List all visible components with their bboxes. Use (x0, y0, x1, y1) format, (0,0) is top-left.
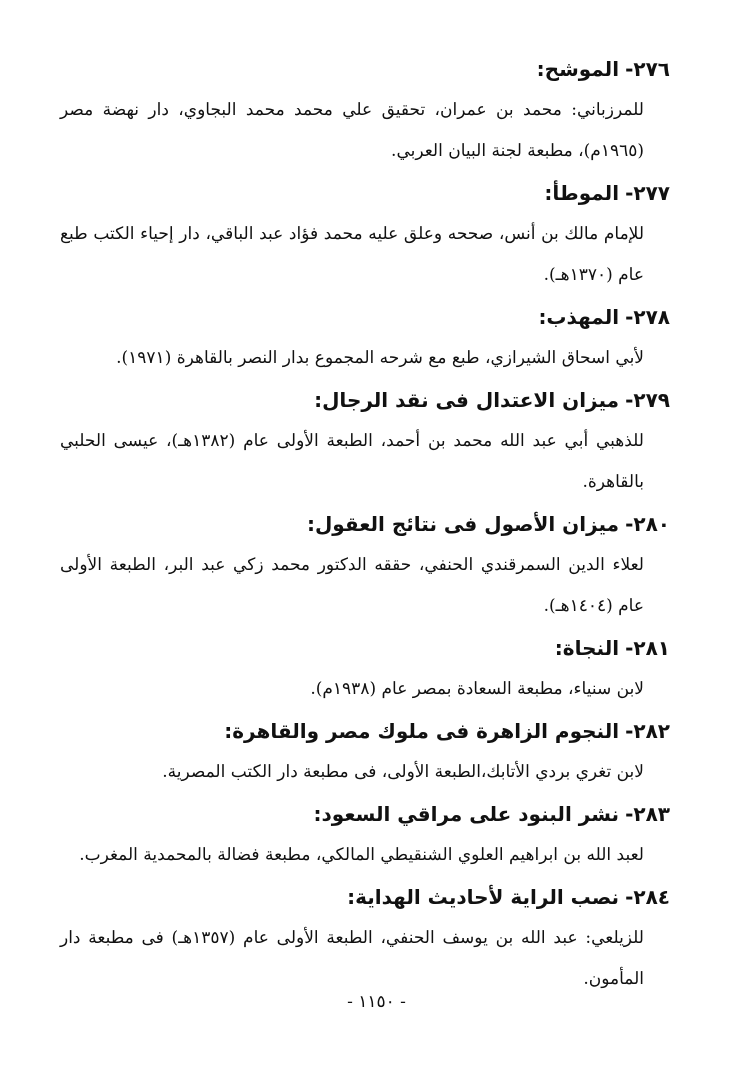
entry-280 (60, 503, 672, 627)
entry-title (60, 627, 670, 669)
entry-title (60, 793, 670, 835)
entry-title (60, 710, 670, 752)
entry-number: ٢٧٧- (625, 181, 670, 205)
entry-title (60, 876, 670, 918)
entry-283 (60, 793, 672, 876)
entry-title-text: النجاة: (554, 636, 620, 660)
page-number: - ١١٥٠ - (347, 992, 406, 1012)
entry-title (60, 172, 670, 214)
entry-text: لابن سنياء، مطبعة السعادة بمصر عام (١٩٣٨م). (310, 679, 644, 699)
entry-284 (60, 876, 672, 1000)
entry-title-text: نشر البنود على مراقي السعود: (313, 802, 620, 826)
entry-282 (60, 710, 672, 793)
entry-277 (60, 172, 672, 296)
document-page (60, 48, 672, 1000)
entry-text: لعلاء الدين السمرقندي الحنفي، حققه الدكتور محمد زكي عبد البر، الطبعة الأولى عام (١٤٠٤هـ). (60, 555, 644, 616)
entry-title (60, 379, 670, 421)
entry-title-text: ميزان الأصول فى نتائج العقول: (306, 512, 620, 536)
entry-text: للذهبي أبي عبد الله محمد بن أحمد، الطبعة الأولى عام (١٣٨٢هـ)، عيسى الحلبي بالقاهرة. (60, 431, 644, 492)
entry-title (60, 503, 670, 545)
entry-title-text: الموشح: (536, 57, 620, 81)
entry-title-text: المهذب: (538, 305, 620, 329)
entry-279 (60, 379, 672, 503)
entry-number: ٢٨٠- (625, 512, 670, 536)
entry-number: ٢٨٣- (625, 802, 670, 826)
entry-text: للزيلعي: عبد الله بن يوسف الحنفي، الطبعة الأولى عام (١٣٥٧هـ) فى مطبعة دار المأمون. (60, 928, 644, 989)
entry-276 (60, 48, 672, 172)
entry-278 (60, 296, 672, 379)
entry-number: ٢٧٨- (625, 305, 670, 329)
entry-text: للإمام مالك بن أنس، صححه وعلق عليه محمد فؤاد عبد الباقي، دار إحياء الكتب طبع عام (١٣٧٠هـ). (60, 224, 644, 285)
entry-text: لعبد الله بن ابراهيم العلوي الشنقيطي المالكي، مطبعة فضالة بالمحمدية المغرب. (79, 845, 644, 865)
entry-text: لابن تغري بردي الأتابك،الطبعة الأولى، فى مطبعة دار الكتب المصرية. (162, 762, 644, 782)
entry-281 (60, 627, 672, 710)
entry-title-text: النجوم الزاهرة فى ملوك مصر والقاهرة: (224, 719, 620, 743)
entry-number: ٢٨١- (625, 636, 670, 660)
entry-title-text: نصب الراية لأحاديث الهداية: (347, 885, 620, 909)
entry-title-text: الموطأ: (544, 181, 620, 205)
entry-number: ٢٧٦- (625, 57, 670, 81)
entry-text: لأبي اسحاق الشيرازي، طبع مع شرحه المجموع بدار النصر بالقاهرة (١٩٧١). (116, 348, 644, 368)
entry-title-text: ميزان الاعتدال فى نقد الرجال: (314, 388, 620, 412)
entry-text: للمرزباني: محمد بن عمران، تحقيق علي محمد محمد البجاوي، دار نهضة مصر (١٩٦٥م)، مطبعة لجنة البيان العربي. (60, 100, 644, 161)
entry-number: ٢٨٤- (625, 885, 670, 909)
entry-title (60, 48, 670, 90)
entry-title (60, 296, 670, 338)
entry-number: ٢٧٩- (625, 388, 670, 412)
entry-number: ٢٨٢- (625, 719, 670, 743)
